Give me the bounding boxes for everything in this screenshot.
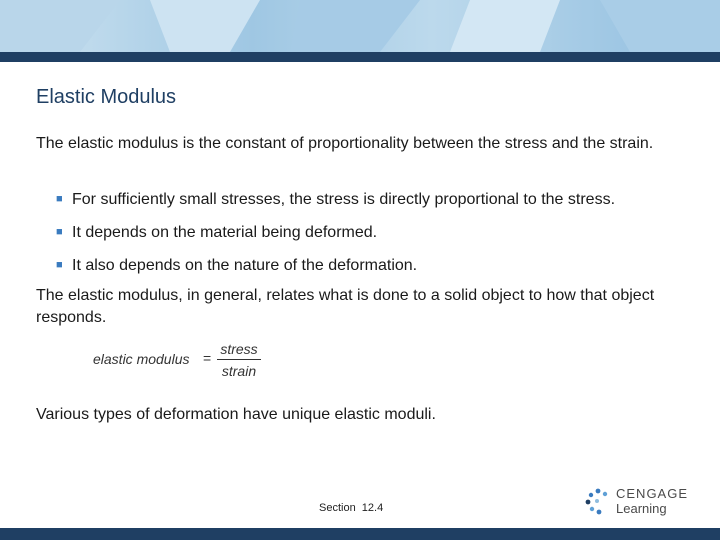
bullet-text: It depends on the material being deformed.	[72, 224, 378, 241]
formula-fraction	[217, 340, 261, 380]
fraction-bar	[217, 359, 261, 360]
header-rule	[0, 52, 720, 62]
formula-numerator: stress	[220, 341, 258, 357]
bullet-text: It also depends on the nature of the deformation.	[72, 257, 418, 274]
bullet-item	[56, 221, 615, 254]
formula-equals: =	[203, 350, 212, 366]
square-bullet-icon: ■	[56, 259, 63, 271]
bullet-item	[56, 254, 615, 287]
formula-lhs: elastic modulus	[93, 351, 190, 367]
header-banner	[0, 0, 720, 52]
closing-paragraph: Various types of deformation have unique elastic moduli.	[36, 406, 436, 423]
bullet-list	[56, 188, 615, 287]
cengage-logo-icon	[584, 487, 612, 515]
publisher-logo	[584, 484, 694, 518]
banner-decoration	[0, 0, 720, 52]
square-bullet-icon: ■	[56, 193, 63, 205]
general-paragraph: The elastic modulus, in general, relates what is done to a solid object to how that object responds.	[36, 287, 655, 326]
intro-paragraph: The elastic modulus is the constant of proportionality between the stress and the strain.	[36, 135, 654, 152]
square-bullet-icon: ■	[56, 226, 63, 238]
formula-denominator: strain	[221, 363, 257, 379]
logo-wordmark-top: CENGAGE	[616, 486, 689, 501]
bullet-item	[56, 188, 615, 221]
bullet-text: For sufficiently small stresses, the stress is directly proportional to the stress.	[72, 191, 616, 208]
slide-title: Elastic Modulus	[36, 86, 177, 108]
footer-rule	[0, 528, 720, 540]
section-label: Section 12.4	[319, 502, 384, 514]
logo-wordmark-bottom: Learning	[616, 501, 667, 516]
